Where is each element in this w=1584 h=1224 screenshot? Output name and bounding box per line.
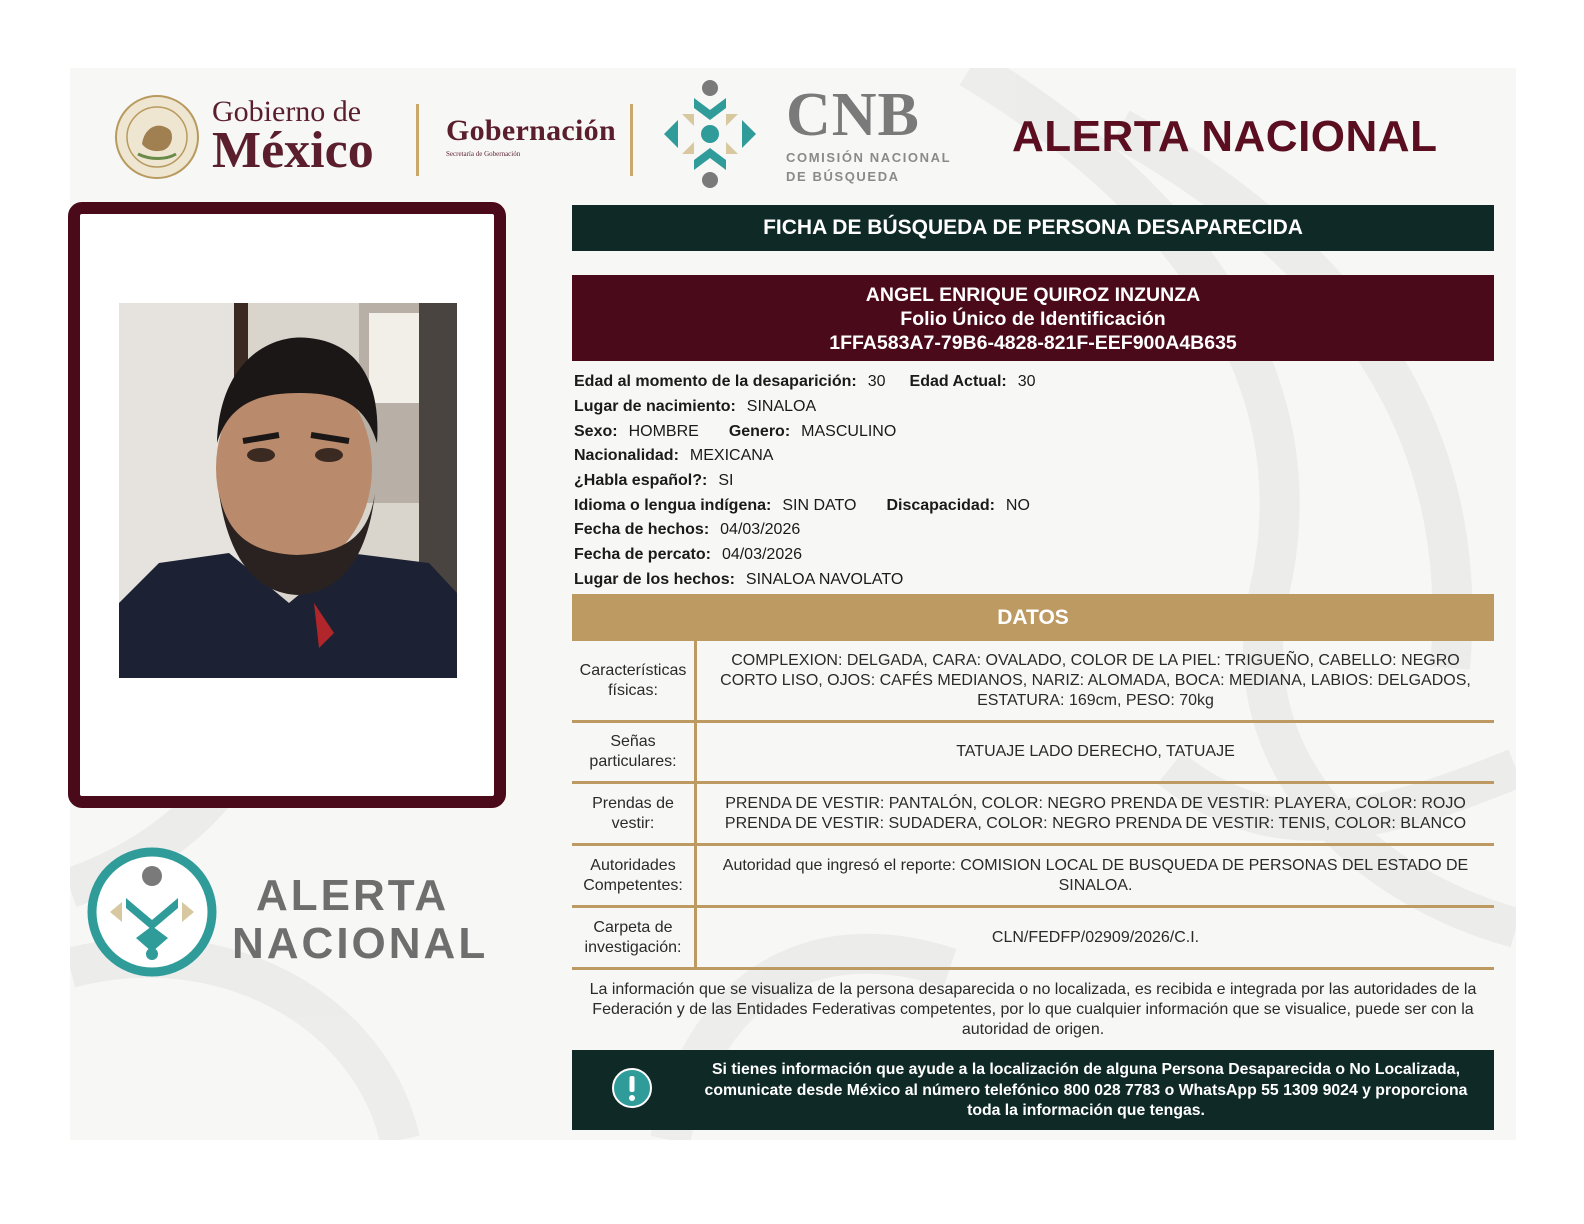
discapacidad-label: Discapacidad: <box>886 496 995 514</box>
ficha-title-bar: FICHA DE BÚSQUEDA DE PERSONA DESAPARECIDA <box>572 205 1494 251</box>
folio-value: 1FFA583A7-79B6-4828-821F-EEF900A4B635 <box>829 332 1237 354</box>
exclamation-icon <box>612 1068 652 1108</box>
lugar-hechos-label: Lugar de los hechos: <box>574 570 735 588</box>
lugar-nacimiento-value: SINALOA <box>746 398 817 416</box>
person-info-list <box>574 370 1036 592</box>
row-value: CLN/FEDFP/02909/2026/C.I. <box>991 928 1200 946</box>
fecha-hechos-value: 04/03/2026 <box>720 521 801 539</box>
info-row-habla <box>574 469 1036 494</box>
info-row-idioma <box>574 493 1036 518</box>
idioma-value: SIN DATO <box>782 496 857 514</box>
info-row-fecha-hechos <box>574 518 1036 543</box>
contact-bar <box>572 1050 1494 1130</box>
row-label: Señas particulares: <box>572 723 697 781</box>
lugar-hechos-value: SINALOA NAVOLATO <box>745 570 904 588</box>
fecha-percato-value: 04/03/2026 <box>721 546 803 564</box>
row-value: PRENDA DE VESTIR: PANTALÓN, COLOR: NEGRO PRENDA DE VESTIR: PLAYERA, COLOR: ROJO PRENDA DE VESTIR: SUDADERA, COLOR: NEGRO PRENDA DE VESTIR: TENIS, COLOR: BLANCO <box>724 794 1467 832</box>
table-row <box>572 846 1494 908</box>
row-value: COMPLEXION: DELGADA, CARA: OVALADO, COLOR DE LA PIEL: TRIGUEÑO, CABELLO: NEGRO CORTO LISO, OJOS: CAFÉS MEDIANOS, NARIZ: ALOMADA, BOCA: MEDIANA, LABIOS: DELGADOS, ESTATURA: 169cm, PESO: 70kg <box>720 651 1471 709</box>
table-row <box>572 723 1494 784</box>
cnb-line2: DE BÚSQUEDA <box>786 169 900 184</box>
edad-desaparicion-value: 30 <box>867 373 886 391</box>
person-name: ANGEL ENRIQUE QUIROZ INZUNZA <box>865 284 1201 306</box>
genero-label: Genero: <box>728 422 791 440</box>
genero-value: MASCULINO <box>801 422 897 440</box>
nacionalidad-value: MEXICANA <box>689 447 774 465</box>
mexico-text: México <box>212 122 374 179</box>
logo-alerta-line2: NACIONAL <box>232 919 489 968</box>
discapacidad-value: NO <box>1005 496 1030 514</box>
info-row-lugar-hechos <box>574 568 1036 593</box>
habla-value: SI <box>718 472 734 490</box>
coat-of-arms-seal <box>114 94 200 180</box>
cnb-logo-icon <box>654 78 766 190</box>
person-portrait-image <box>119 303 457 678</box>
cnb-logo-text <box>786 81 952 184</box>
fecha-hechos-label: Fecha de hechos: <box>574 521 710 539</box>
lugar-nacimiento-label: Lugar de nacimiento: <box>574 398 736 416</box>
idioma-label: Idioma o lengua indígena: <box>574 496 772 514</box>
habla-label: ¿Habla español?: <box>574 472 708 490</box>
sexo-value: HOMBRE <box>628 422 699 440</box>
info-row-lugar-nacimiento <box>574 395 1036 420</box>
folio-label: Folio Único de Identificación <box>900 308 1166 330</box>
edad-actual-label: Edad Actual: <box>909 373 1007 391</box>
alerta-nacional-logo-icon <box>86 846 218 978</box>
datos-header: DATOS <box>572 594 1494 641</box>
gobernacion-text: Gobernación <box>446 114 616 147</box>
table-row <box>572 908 1494 970</box>
row-label: Prendas de vestir: <box>572 784 697 843</box>
disclaimer-text: La información que se visualiza de la persona desaparecida o no localizada, es recibida e integrada por las autoridades de la Federación y de las Entidades Federativas competentes, por lo que cualquier información que se visualice, puede ser con la autoridad de origen. <box>589 981 1477 1038</box>
alerta-nacional-logo-text <box>232 872 488 968</box>
info-row-nacionalidad <box>574 444 1036 469</box>
gobierno-de-mexico-logo <box>114 94 374 180</box>
row-label: Carpeta de investigación: <box>572 908 697 967</box>
cnb-line1: COMISIÓN NACIONAL <box>786 150 952 165</box>
edad-desaparicion-label: Edad al momento de la desaparición: <box>574 373 857 391</box>
gobernacion-logo <box>446 114 616 158</box>
row-value: Autoridad que ingresó el reporte: COMISION LOCAL DE BUSQUEDA DE PERSONAS DEL ESTADO DE SINALOA. <box>722 856 1469 894</box>
table-row <box>572 784 1494 846</box>
logo-alerta-line1: ALERTA <box>256 871 450 920</box>
sexo-label: Sexo: <box>574 422 618 440</box>
row-label: Autoridades Competentes: <box>572 846 697 905</box>
fecha-percato-label: Fecha de percato: <box>574 546 711 564</box>
info-row-edad <box>574 370 1036 395</box>
info-row-sexo <box>574 419 1036 444</box>
header-divider <box>630 104 633 176</box>
gobernacion-subtext: Secretaría de Gobernación <box>446 150 521 158</box>
info-row-fecha-percato <box>574 543 1036 568</box>
edad-actual-value: 30 <box>1017 373 1036 391</box>
gobierno-de-text: Gobierno de <box>212 95 362 128</box>
datos-table <box>572 641 1494 970</box>
person-photo <box>119 303 457 678</box>
row-value: TATUAJE LADO DERECHO, TATUAJE <box>956 743 1235 760</box>
header-divider <box>416 104 419 176</box>
nacionalidad-label: Nacionalidad: <box>574 447 679 465</box>
row-label: Características físicas: <box>572 641 697 720</box>
contact-text: Si tienes información que ayude a la localización de alguna Persona Desaparecida o No Localizada, comunicate desde México al número telefónico 800 028 7783 o WhatsApp 55 1309 9024 y proporciona toda la información que tengas. <box>704 1061 1468 1119</box>
table-row <box>572 641 1494 723</box>
cnb-acronym: CNB <box>786 81 920 149</box>
alerta-nacional-title: ALERTA NACIONAL <box>1012 112 1438 161</box>
person-name-bar <box>572 275 1494 361</box>
